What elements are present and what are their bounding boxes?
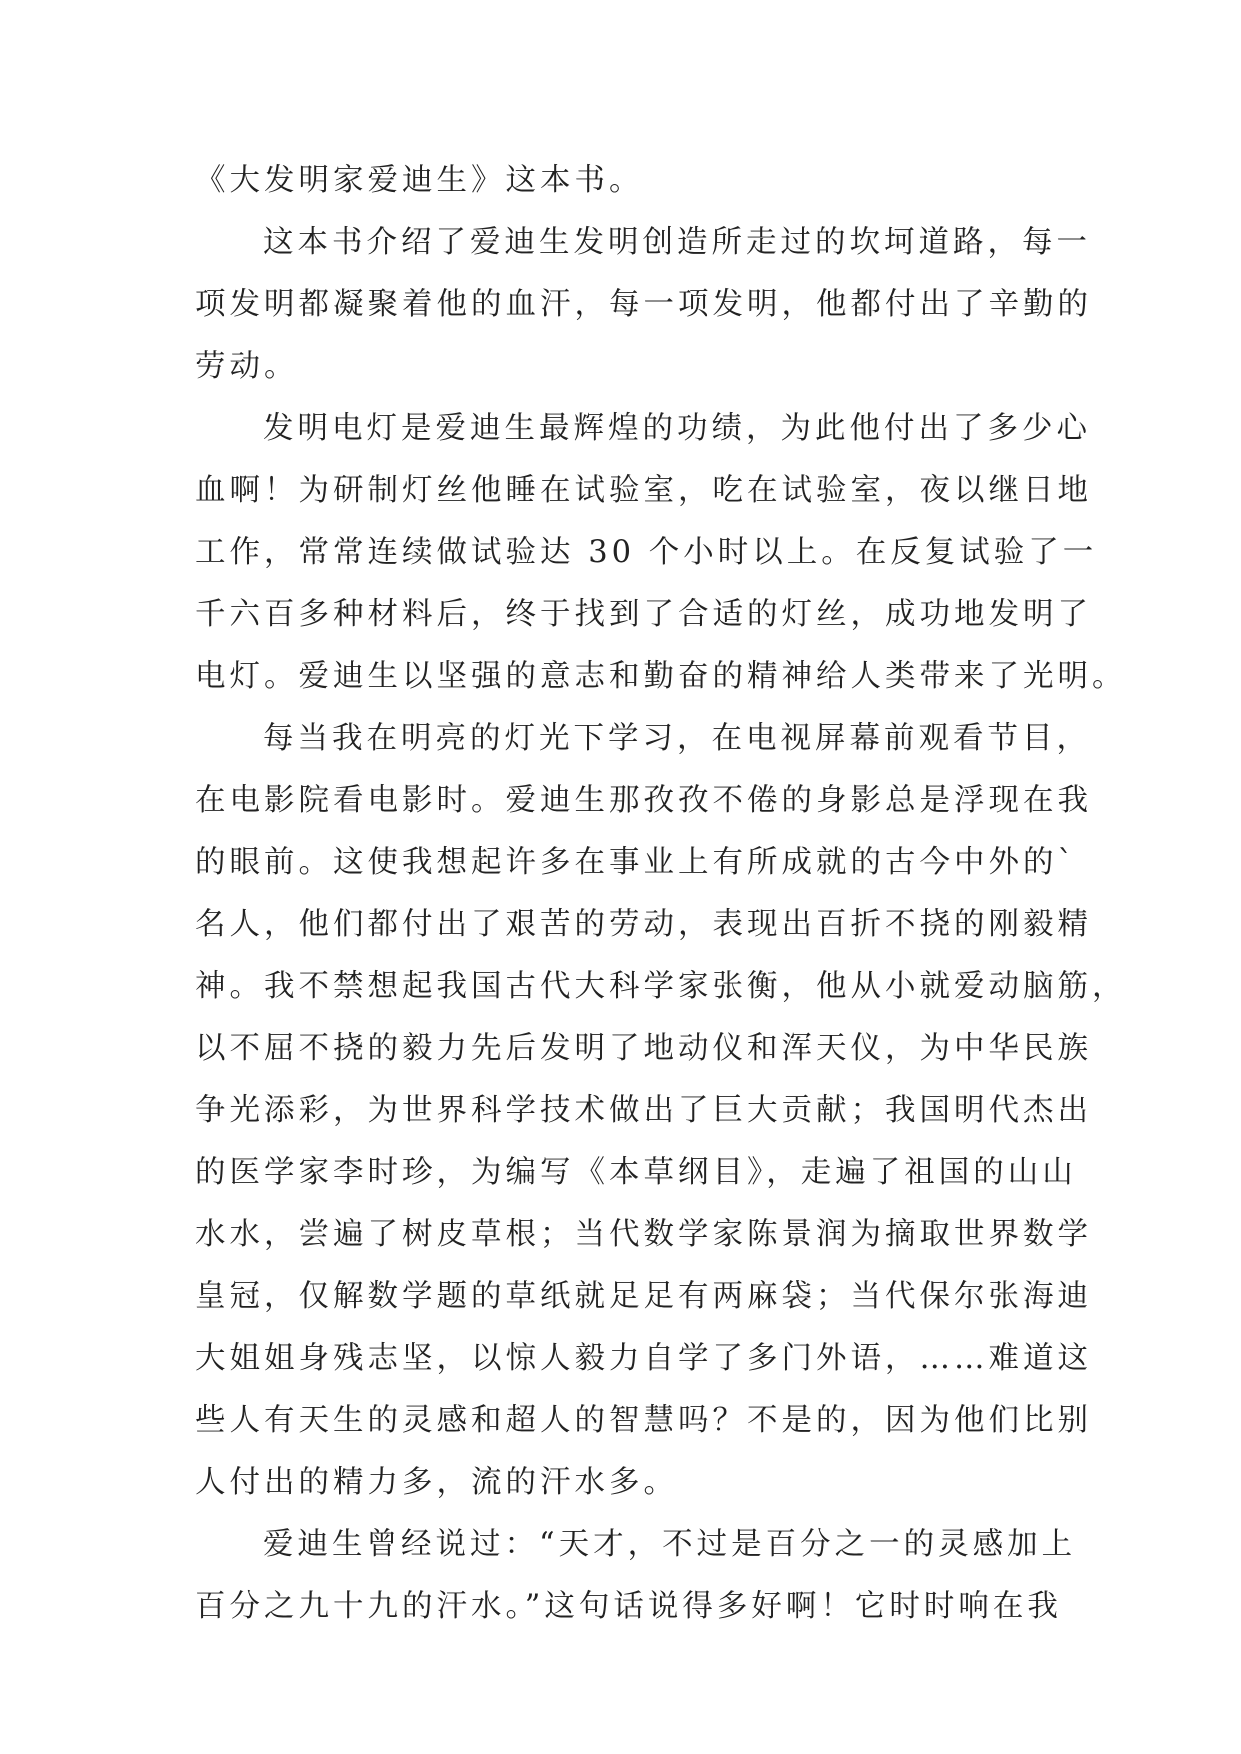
paragraph-start-line: 爱迪生曾经说过：“天才，不过是百分之一的灵感加上 [263, 1527, 1077, 1562]
text-line: 在电影院看电影时。爱迪生那孜孜不倦的身影总是浮现在我 [195, 783, 1092, 818]
text-line: 大姐姐身残志坚，以惊人毅力自学了多门外语，……难道这 [195, 1341, 1092, 1376]
text-line: 工作，常常连续做试验达 30 个小时以上。在反复试验了一 [195, 535, 1098, 570]
text-line: 神。我不禁想起我国古代大科学家张衡，他从小就爱动脑筋， [195, 969, 1127, 1004]
paragraph-start-line: 每当我在明亮的灯光下学习，在电视屏幕前观看节目， [263, 721, 1091, 756]
text-line: 劳动。 [195, 349, 299, 384]
text-line: 电灯。爱迪生以坚强的意志和勤奋的精神给人类带来了光明。 [195, 659, 1127, 694]
text-line: 千六百多种材料后，终于找到了合适的灯丝，成功地发明了 [195, 597, 1092, 632]
text-line: 水水，尝遍了树皮草根；当代数学家陈景润为摘取世界数学 [195, 1217, 1092, 1252]
essay-body [195, 150, 1127, 1638]
text-line: 皇冠，仅解数学题的草纸就足足有两麻袋；当代保尔张海迪 [195, 1279, 1092, 1314]
text-line: 争光添彩，为世界科学技术做出了巨大贡献；我国明代杰出 [195, 1093, 1092, 1128]
text-line: 百分之九十九的汗水。”这句话说得多好啊！它时时响在我 [195, 1589, 1062, 1624]
text-line: 的医学家李时珍，为编写《本草纲目》，走遍了祖国的山山 [195, 1155, 1077, 1190]
text-line: 项发明都凝聚着他的血汗，每一项发明，他都付出了辛勤的 [195, 287, 1092, 322]
text-line: 《大发明家爱迪生》这本书。 [195, 163, 644, 198]
paragraph-start-line: 这本书介绍了爱迪生发明创造所走过的坎坷道路，每一 [263, 225, 1091, 260]
text-line: 以不屈不挠的毅力先后发明了地动仪和浑天仪，为中华民族 [195, 1031, 1092, 1066]
text-line: 血啊！为研制灯丝他睡在试验室，吃在试验室，夜以继日地 [195, 473, 1092, 508]
text-line: 的眼前。这使我想起许多在事业上有所成就的古今中外的` [195, 845, 1077, 880]
text-line: 些人有天生的灵感和超人的智慧吗？不是的，因为他们比别 [195, 1403, 1092, 1438]
paragraph-start-line: 发明电灯是爱迪生最辉煌的功绩，为此他付出了多少心 [263, 411, 1091, 446]
text-line: 人付出的精力多，流的汗水多。 [195, 1465, 678, 1500]
text-line: 名人，他们都付出了艰苦的劳动，表现出百折不挠的刚毅精 [195, 907, 1092, 942]
